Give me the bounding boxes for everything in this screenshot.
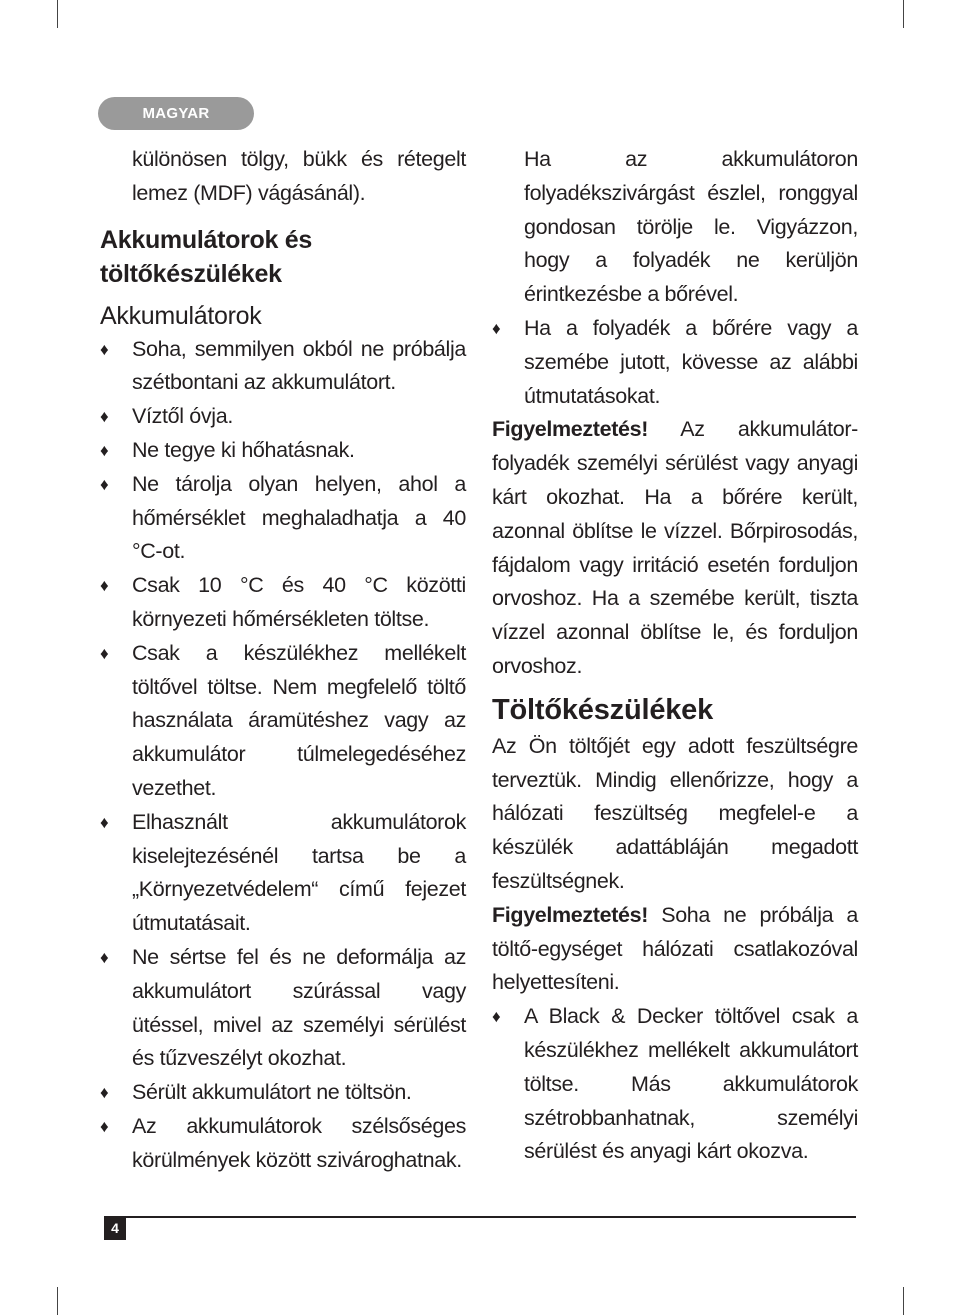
footer-rule	[126, 1216, 856, 1218]
warning-paragraph-1	[492, 413, 858, 683]
list-item: ♦ Ne sértse fel és ne deformálja az akkumulátort szúrással vagy ütéssel, mivel az személyi sérülést és tűzveszélyt okozhat.	[100, 941, 466, 1076]
leak-paragraph: Ha az akkumulátoron folyadékszivárgást észlel, ronggyal gondosan törölje le. Vigyázzon, hogy a folyadék ne kerüljön érintkezésbe a bőrével.	[524, 147, 858, 307]
warning-label: Figyelmeztetés!	[492, 417, 649, 442]
left-column	[100, 143, 466, 1178]
list-item: ♦ Ne tárolja olyan helyen, ahol a hőmérséklet meghaladhatja a 40 °C-ot.	[100, 468, 466, 569]
intro-paragraph: különösen tölgy, bükk és rétegelt lemez (MDF) vágásánál).	[132, 147, 466, 205]
section-title: Akkumulátorok és töltőkészülékek	[100, 225, 312, 288]
page-number: 4	[104, 1216, 126, 1240]
list-item: ♦ Az akkumulátorok szélsőséges körülmények között szivároghatnak.	[100, 1110, 466, 1178]
right-column	[492, 143, 858, 1169]
crop-mark-bottom-left	[57, 1287, 58, 1315]
leak-bullet-list	[492, 312, 858, 413]
charger-bullet-list	[492, 1000, 858, 1169]
warning-label: Figyelmeztetés!	[492, 902, 649, 927]
list-item: ♦ Víztől óvja.	[100, 400, 466, 434]
battery-bullet-list	[100, 333, 466, 1178]
crop-mark-left	[57, 0, 58, 28]
crop-mark-right	[903, 0, 904, 28]
list-item: ♦ Csak a készülékhez mellékelt töltővel töltse. Nem megfelelő töltő használata áramütéshez vagy az akkumulátor túlmelegedéséhez vezethet.	[100, 637, 466, 806]
warning-text: Az akkumulátor-folyadék személyi sérülést vagy anyagi kárt okozhat. Ha a bőrére került, azonnal öblítse le vízzel. Bőrpirosodás, fájdalom vagy irritáció esetén forduljon orvoshoz. Ha a szemébe került, tiszta vízzel azonnal öblítse le, és forduljon orvoshoz.	[492, 417, 858, 678]
list-item: ♦ A Black & Decker töltővel csak a készülékhez mellékelt akkumulátort töltse. Más akkumulátorok szétrobbanhatnak, személyi sérülést és anyagi kárt okozva.	[492, 1000, 858, 1169]
chargers-title: Töltőkészülékek	[492, 693, 714, 726]
list-item: ♦ Elhasznált akkumulátorok kiselejtezésénél tartsa be a „Környezetvédelem“ című fejezet útmutatásait.	[100, 806, 466, 941]
language-badge: MAGYAR	[98, 97, 254, 130]
list-item: ♦ Ne tegye ki hőhatásnak.	[100, 434, 466, 468]
list-item: ♦ Soha, semmilyen okból ne próbálja szétbontani az akkumulátort.	[100, 333, 466, 401]
list-item: ♦ Sérült akkumulátort ne töltsön.	[100, 1076, 466, 1110]
warning-text: Soha ne próbálja a töltő-egységet hálózati csatlakozóval helyettesíteni.	[492, 902, 858, 995]
list-item: ♦ Ha a folyadék a bőrére vagy a szemébe jutott, kövesse az alábbi útmutatásokat.	[492, 312, 858, 413]
chargers-paragraph: Az Ön töltőjét egy adott feszültségre terveztük. Mindig ellenőrizze, hogy a hálózati feszültség megfelel-e a készülék adattábláján megadott feszültségnek.	[492, 733, 858, 893]
list-item: ♦ Csak 10 °C és 40 °C közötti környezeti hőmérsékleten töltse.	[100, 569, 466, 637]
subsection-title: Akkumulátorok	[100, 301, 262, 330]
warning-paragraph-2	[492, 899, 858, 1000]
crop-mark-bottom-right	[903, 1287, 904, 1315]
